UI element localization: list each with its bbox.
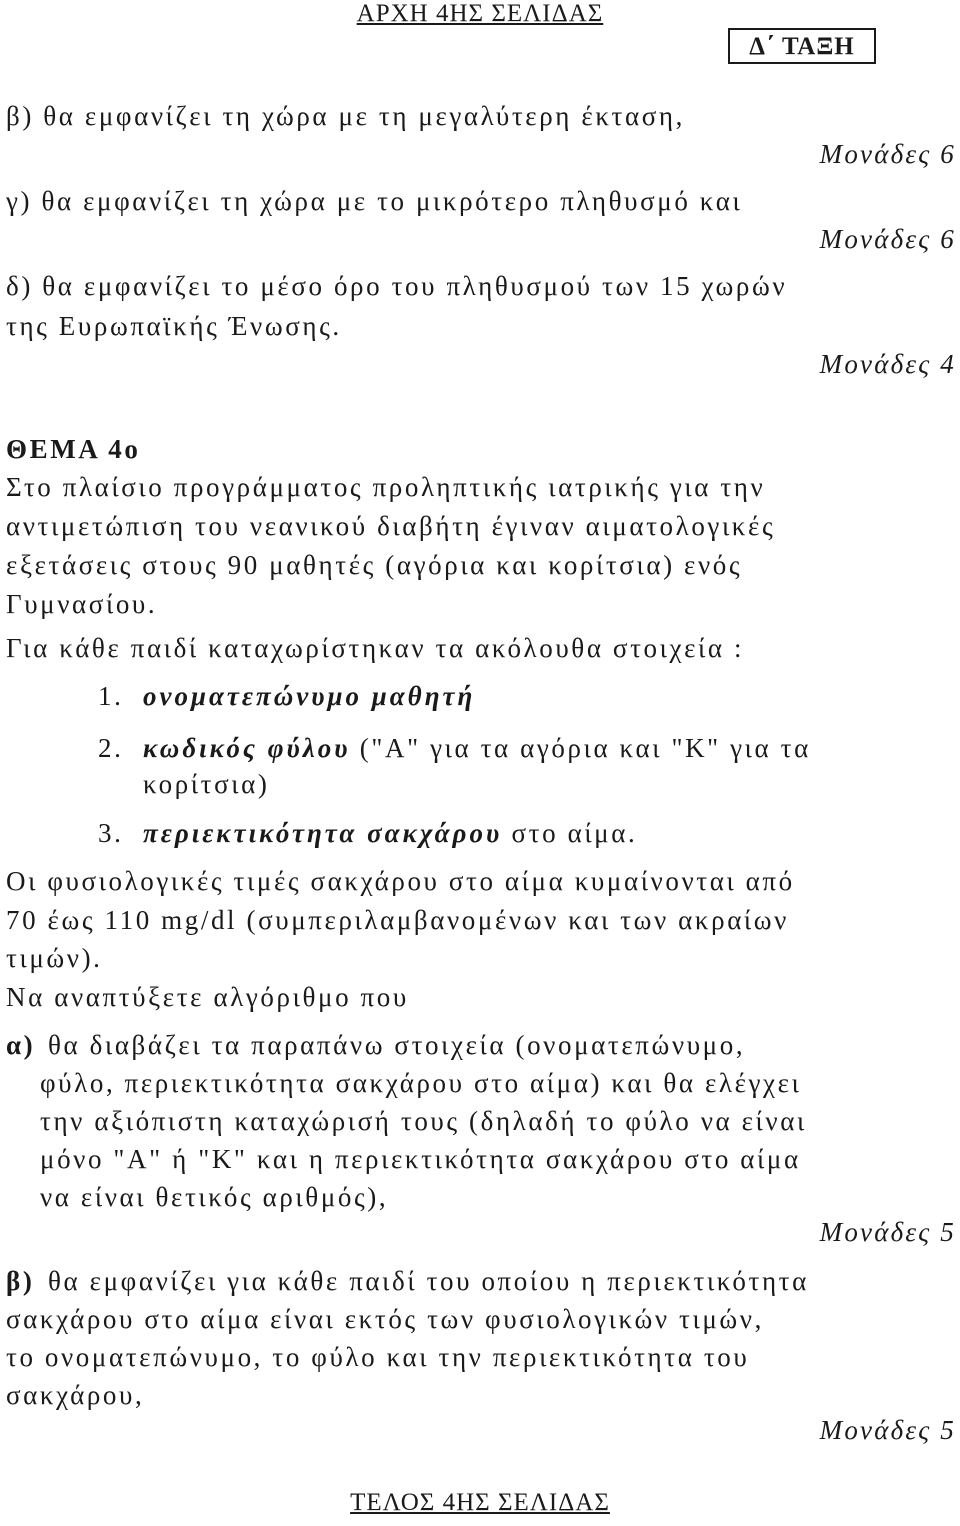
- list-item-1-text: [143, 678, 475, 714]
- topic4-title: ΘΕΜΑ 4ο: [6, 434, 141, 464]
- subquestion-a-line2: φύλο, περιεκτικότητα σακχάρου στο αίμα) και θα ελέγχει: [40, 1068, 802, 1098]
- question-d-text-line2: της Ευρωπαϊκής Ένωσης.: [6, 311, 342, 341]
- list-item-2-rest: ("Α" για τα αγόρια και "Κ" για τα: [350, 733, 811, 763]
- class-label-box: Δ΄ ΤΑΞΗ: [728, 28, 876, 64]
- normal-values-line3: τιμών).: [6, 943, 103, 973]
- recorded-data-text: Για κάθε παιδί καταχωρίστηκαν τα ακόλουθα στοιχεία :: [6, 633, 745, 663]
- subquestion-b-line2: σακχάρου στο αίμα είναι εκτός των φυσιολογικών τιμών,: [6, 1304, 764, 1334]
- list-item-2-bold: κωδικός φύλου: [143, 733, 351, 763]
- subquestion-a-line1: θα διαβάζει τα παραπάνω στοιχεία (ονοματεπώνυμο,: [48, 1030, 746, 1060]
- normal-values-line1: Οι φυσιολογικές τιμές σακχάρου στο αίμα κυμαίνονται από: [6, 866, 795, 896]
- list-item-2-continuation: κορίτσια): [143, 769, 270, 799]
- subquestion-b-line4: σακχάρου,: [6, 1380, 145, 1410]
- topic4-intro-line4: Γυμνασίου.: [6, 589, 158, 619]
- subquestion-b-line1: θα εμφανίζει για κάθε παιδί του οποίου η περιεκτικότητα: [48, 1266, 809, 1296]
- topic4-intro-line2: αντιμετώπιση του νεανικού διαβήτη έγιναν αιματολογικές: [6, 511, 776, 541]
- subquestion-b-label: β): [6, 1266, 35, 1296]
- page-start-header: ΑΡΧΗ 4ΗΣ ΣΕΛΙΔΑΣ: [356, 0, 604, 27]
- list-item-3-text: [143, 815, 637, 851]
- list-item-3-number: 3.: [98, 818, 124, 848]
- list-item-2-text: [143, 730, 811, 766]
- question-b-text: β) θα εμφανίζει τη χώρα με τη μεγαλύτερη έκταση,: [6, 101, 685, 131]
- question-d-text-line1: δ) θα εμφανίζει το μέσο όρο του πληθυσμού των 15 χωρών: [6, 271, 788, 301]
- subquestion-b-line3: το ονοματεπώνυμο, το φύλο και την περιεκτικότητα του: [6, 1342, 750, 1372]
- page-end-footer: ΤΕΛΟΣ 4ΗΣ ΣΕΛΙΔΑΣ: [350, 1489, 610, 1516]
- develop-algorithm-text: Να αναπτύξετε αλγόριθμο που: [6, 982, 409, 1012]
- list-item-1-number: 1.: [98, 681, 124, 711]
- question-c-points: Μονάδες 6: [819, 224, 956, 254]
- topic4-intro-line3: εξετάσεις στους 90 μαθητές (αγόρια και κορίτσια) ενός: [6, 550, 743, 580]
- question-c-text: γ) θα εμφανίζει τη χώρα με το μικρότερο πληθυσμό και: [6, 186, 743, 216]
- topic4-intro-line1: Στο πλαίσιο προγράμματος προληπτικής ιατρικής για την: [6, 472, 766, 502]
- subquestion-a-line4: μόνο "Α" ή "Κ" και η περιεκτικότητα σακχάρου στο αίμα: [40, 1144, 801, 1174]
- subquestion-a-line3: την αξιόπιστη καταχώρισή τους (δηλαδή το φύλο να είναι: [40, 1106, 807, 1136]
- subquestion-a-line5: να είναι θετικός αριθμός),: [40, 1182, 389, 1212]
- list-item-2-number: 2.: [98, 733, 124, 763]
- subquestion-a-points: Μονάδες 5: [819, 1217, 956, 1247]
- question-b-points: Μονάδες 6: [819, 139, 956, 169]
- subquestion-a-label: α): [6, 1030, 36, 1060]
- question-d-points: Μονάδες 4: [819, 349, 956, 379]
- list-item-3-bold: περιεκτικότητα σακχάρου: [143, 818, 503, 848]
- list-item-1-bold: ονοματεπώνυμο μαθητή: [143, 681, 476, 711]
- list-item-3-rest: στο αίμα.: [502, 818, 638, 848]
- normal-values-line2: 70 έως 110 mg/dl (συμπεριλαμβανομένων και των ακραίων: [6, 905, 789, 935]
- subquestion-b-points: Μονάδες 5: [819, 1415, 956, 1445]
